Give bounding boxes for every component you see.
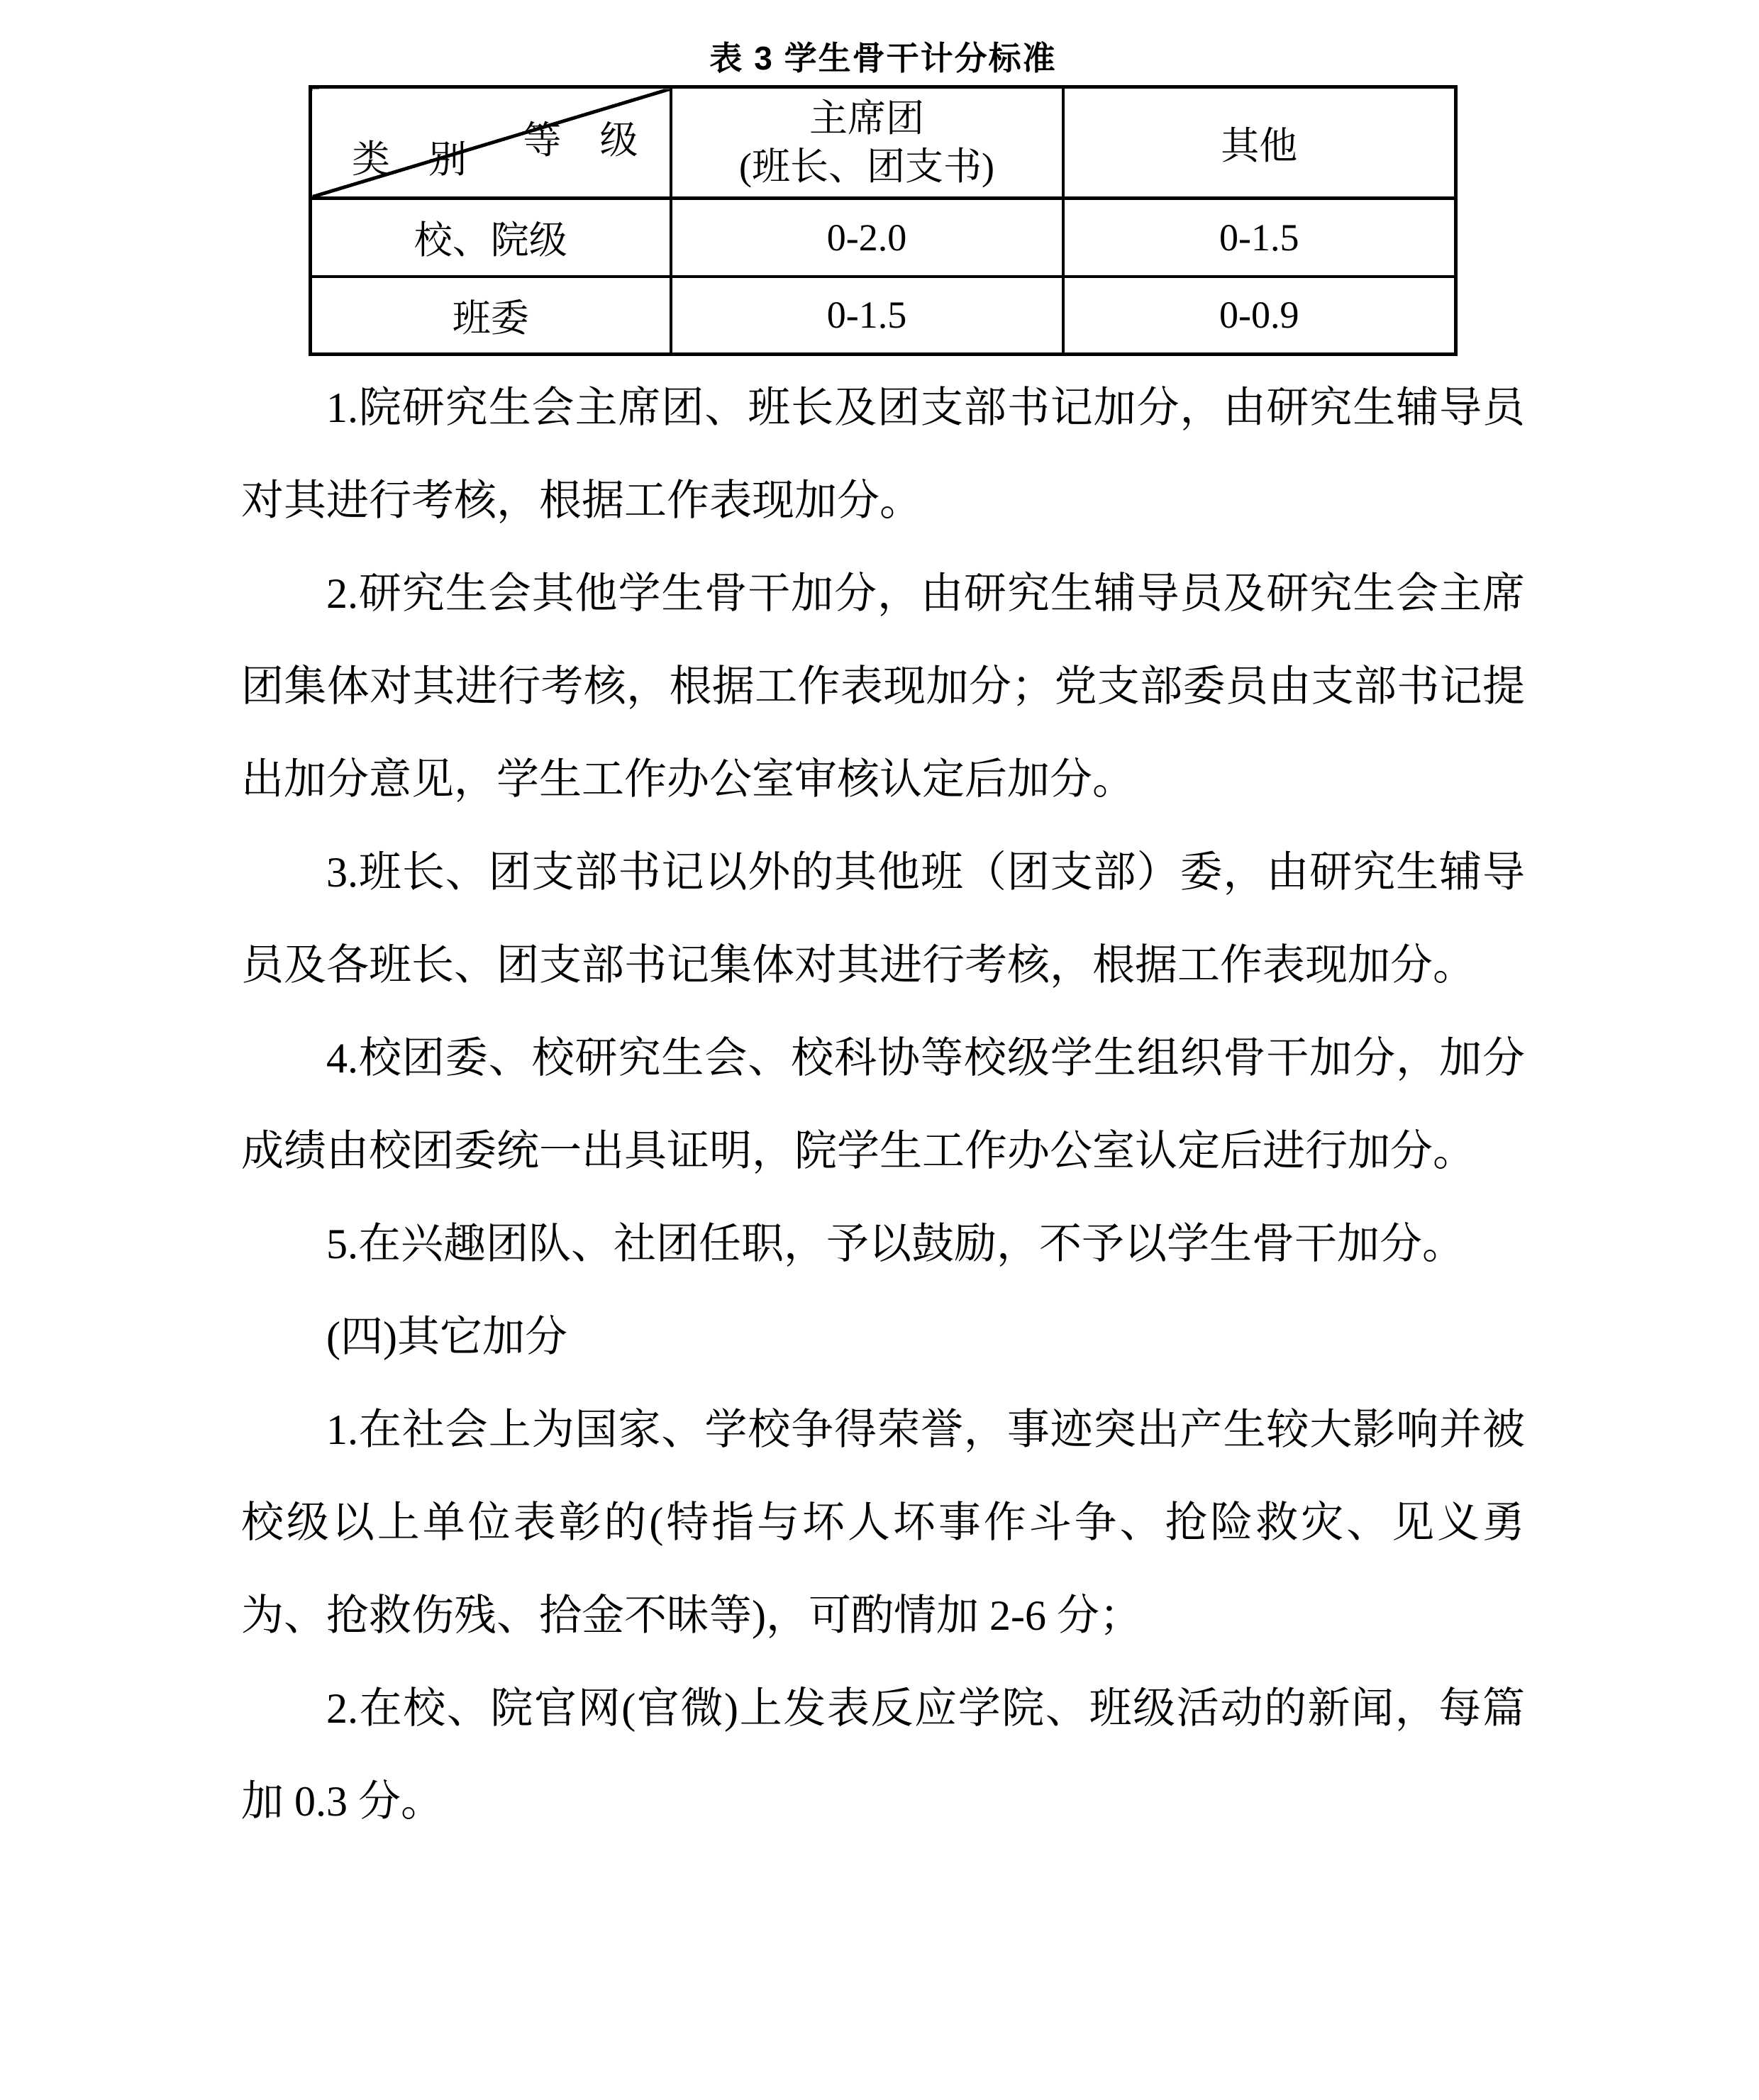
paragraph-5: 5.在兴趣团队、社团任职，予以鼓励，不予以学生骨干加分。 [326, 1221, 1465, 1267]
score-table [309, 85, 1458, 356]
table-row [311, 199, 1456, 277]
body-text [241, 362, 1525, 1848]
section-paragraph-2: 2.在校、院官网(官微)上发表反应学院、班级活动的新闻，每篇加 0.3 分。 [241, 1685, 1525, 1825]
header-other-cell: 其他 [1063, 87, 1456, 199]
table-row [311, 277, 1456, 355]
paragraph-1: 1.院研究生会主席团、班长及团支部书记加分，由研究生辅导员对其进行考核，根据工作表现加分。 [241, 384, 1525, 524]
table-title: 表 3 学生骨干计分标准 [709, 40, 1057, 77]
section-heading: (四)其它加分 [326, 1313, 567, 1360]
diagonal-header-cell [311, 87, 671, 199]
section-paragraph-1: 1.在社会上为国家、学校争得荣誉，事迹突出产生较大影响并被校级以上单位表彰的(特指与坏人坏事作斗争、抢险救灾、见义勇为、抢救伤残、拾金不昧等)，可酌情加 2-6 分； [241, 1406, 1525, 1639]
cell-category: 班委 [311, 277, 671, 355]
header-chairman-line1: 主席团 [809, 97, 924, 140]
table-header-row [311, 87, 1456, 199]
paragraph-2: 2.研究生会其他学生骨干加分，由研究生辅导员及研究生会主席团集体对其进行考核，根据工作表现加分；党支部委员由支部书记提出加分意见，学生工作办公室审核认定后加分。 [241, 570, 1525, 803]
header-chairman-line2: (班长、团支书) [739, 145, 994, 188]
cell-chairman-score: 0-2.0 [671, 199, 1063, 277]
header-category-label: 类 别 [352, 138, 467, 181]
paragraph-3: 3.班长、团支部书记以外的其他班（团支部）委，由研究生辅导员及各班长、团支部书记集体对其进行考核，根据工作表现加分。 [241, 849, 1525, 989]
cell-chairman-score: 0-1.5 [671, 277, 1063, 355]
header-chairman-cell [671, 87, 1063, 199]
header-grade-label: 等 级 [523, 119, 638, 162]
cell-other-score: 0-0.9 [1063, 277, 1456, 355]
cell-other-score: 0-1.5 [1063, 199, 1456, 277]
cell-category: 校、院级 [311, 199, 671, 277]
paragraph-4: 4.校团委、校研究生会、校科协等校级学生组织骨干加分，加分成绩由校团委统一出具证明，院学生工作办公室认定后进行加分。 [241, 1035, 1525, 1174]
